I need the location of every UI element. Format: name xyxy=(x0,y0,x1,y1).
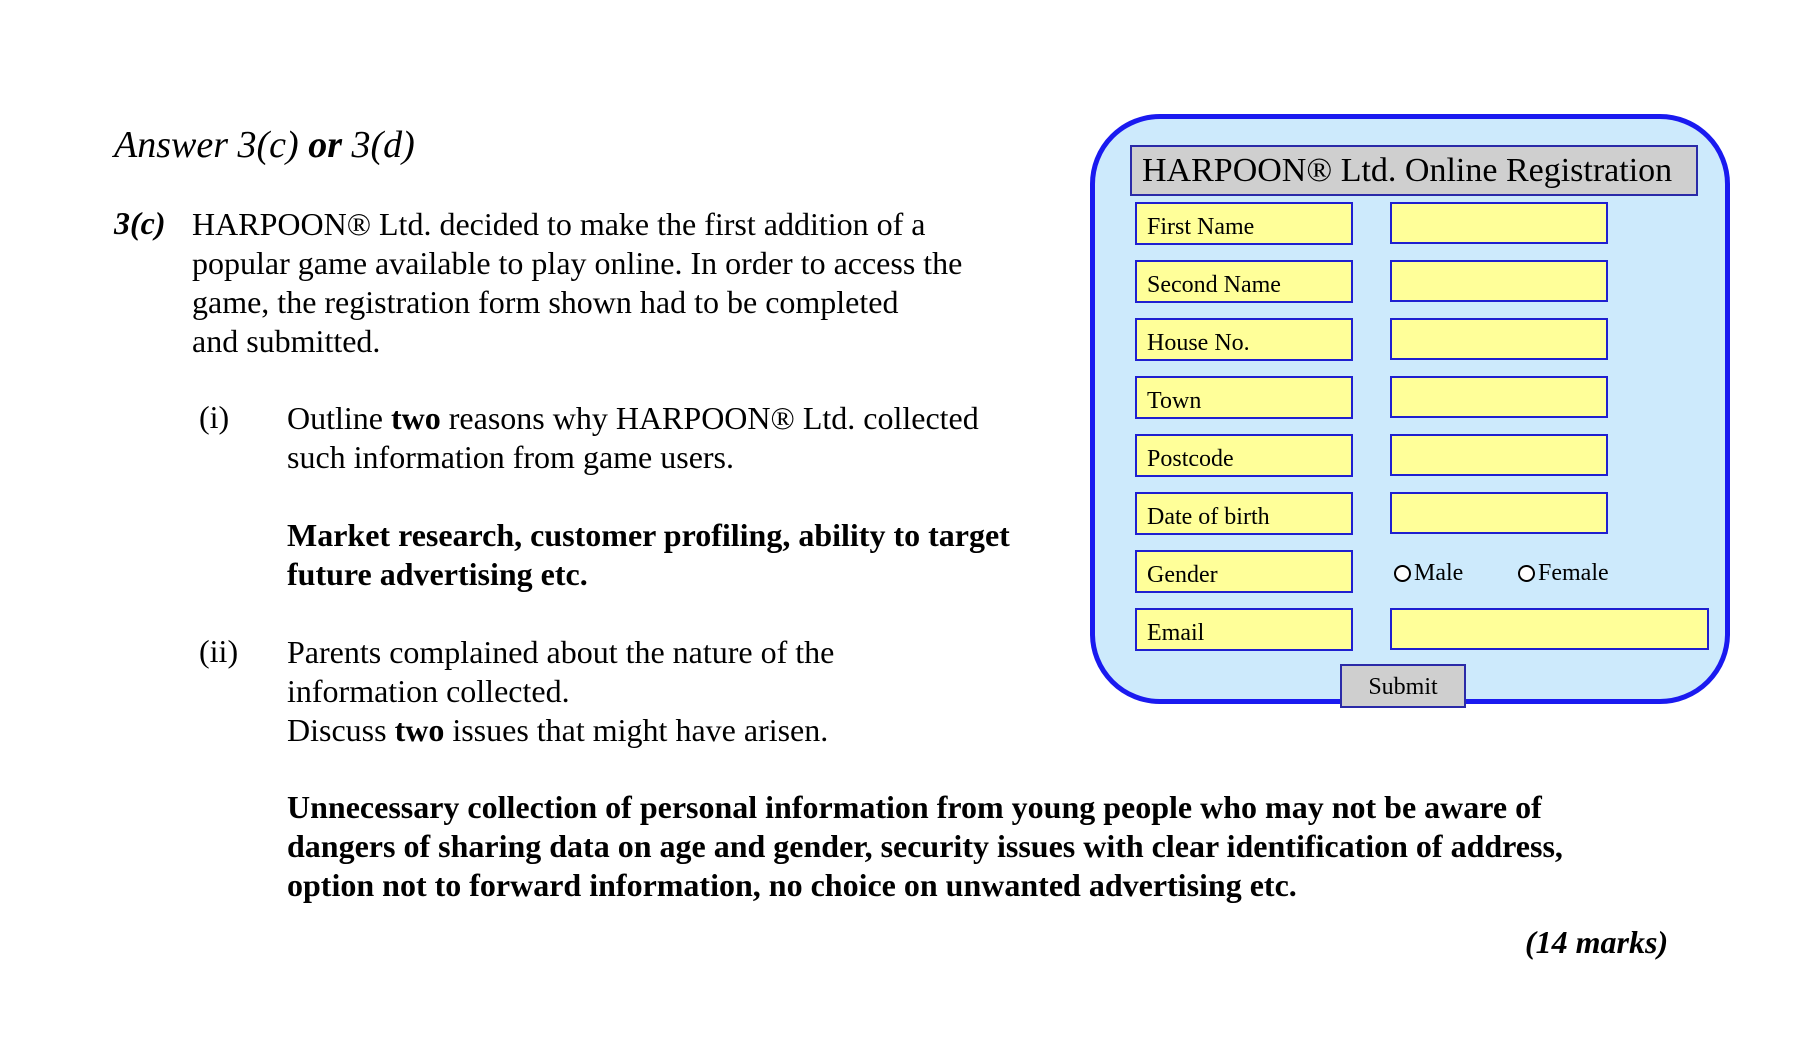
intro-line: and submitted. xyxy=(192,323,381,359)
text-bold: two xyxy=(394,712,445,748)
answer-line: option not to forward information, no choice on unwanted advertising etc. xyxy=(287,867,1297,903)
label-house-no: House No. xyxy=(1135,318,1353,361)
radio-male-label: Male xyxy=(1414,560,1464,586)
text: reasons why HARPOON® Ltd. collected xyxy=(440,400,979,436)
radio-circle-icon[interactable] xyxy=(1518,565,1535,582)
town-field[interactable] xyxy=(1390,376,1608,418)
answer-line: dangers of sharing data on age and gender, security issues with clear identification of address, xyxy=(287,828,1563,864)
part-ii-label: (ii) xyxy=(199,633,239,669)
part-ii-line2: information collected. xyxy=(287,673,570,709)
text: Discuss xyxy=(287,712,395,748)
postcode-field[interactable] xyxy=(1390,434,1608,476)
label-postcode: Postcode xyxy=(1135,434,1353,477)
part-ii-answer xyxy=(287,788,1687,905)
intro-line: HARPOON® Ltd. decided to make the first addition of a xyxy=(192,206,926,242)
text: Outline xyxy=(287,400,391,436)
label-second-name: Second Name xyxy=(1135,260,1353,303)
heading-suffix: 3(d) xyxy=(341,124,415,166)
part-i-line2: such information from game users. xyxy=(287,439,734,475)
date-of-birth-field[interactable] xyxy=(1390,492,1608,534)
answer-line: Market research, customer profiling, ability to target xyxy=(287,517,1010,553)
answer-line: Unnecessary collection of personal information from young people who may not be aware of xyxy=(287,789,1542,825)
radio-female-label: Female xyxy=(1538,560,1609,586)
answer-heading xyxy=(114,123,415,167)
marks: (14 marks) xyxy=(1525,924,1669,960)
part-i-question xyxy=(287,399,1067,477)
part-ii-question xyxy=(287,633,1067,750)
house-no-field[interactable] xyxy=(1390,318,1608,360)
radio-male[interactable] xyxy=(1394,560,1463,587)
second-name-field[interactable] xyxy=(1390,260,1608,302)
label-first-name: First Name xyxy=(1135,202,1353,245)
first-name-field[interactable] xyxy=(1390,202,1608,244)
text: issues that might have arisen. xyxy=(444,712,829,748)
label-email: Email xyxy=(1135,608,1353,651)
part-i-label: (i) xyxy=(199,399,230,435)
answer-line: future advertising etc. xyxy=(287,556,588,592)
email-field[interactable] xyxy=(1390,608,1709,650)
part-ii-line1: Parents complained about the nature of the xyxy=(287,634,835,670)
radio-circle-icon[interactable] xyxy=(1394,565,1411,582)
form-title: HARPOON® Ltd. Online Registration xyxy=(1130,145,1698,196)
label-town: Town xyxy=(1135,376,1353,419)
label-gender: Gender xyxy=(1135,550,1353,593)
part-i-line1 xyxy=(287,399,1067,438)
intro-line: popular game available to play online. In order to access the xyxy=(192,245,963,281)
heading-or: or xyxy=(308,124,342,166)
intro-line: game, the registration form shown had to be completed xyxy=(192,284,899,320)
label-date-of-birth: Date of birth xyxy=(1135,492,1353,535)
text-bold: two xyxy=(390,400,441,436)
question-intro xyxy=(192,205,1092,361)
heading-prefix: Answer 3(c) xyxy=(114,124,309,166)
part-ii-line3 xyxy=(287,711,1067,750)
submit-button[interactable]: Submit xyxy=(1340,664,1466,708)
radio-female[interactable] xyxy=(1518,560,1609,587)
question-number: 3(c) xyxy=(114,205,166,241)
part-i-answer xyxy=(287,516,1087,594)
